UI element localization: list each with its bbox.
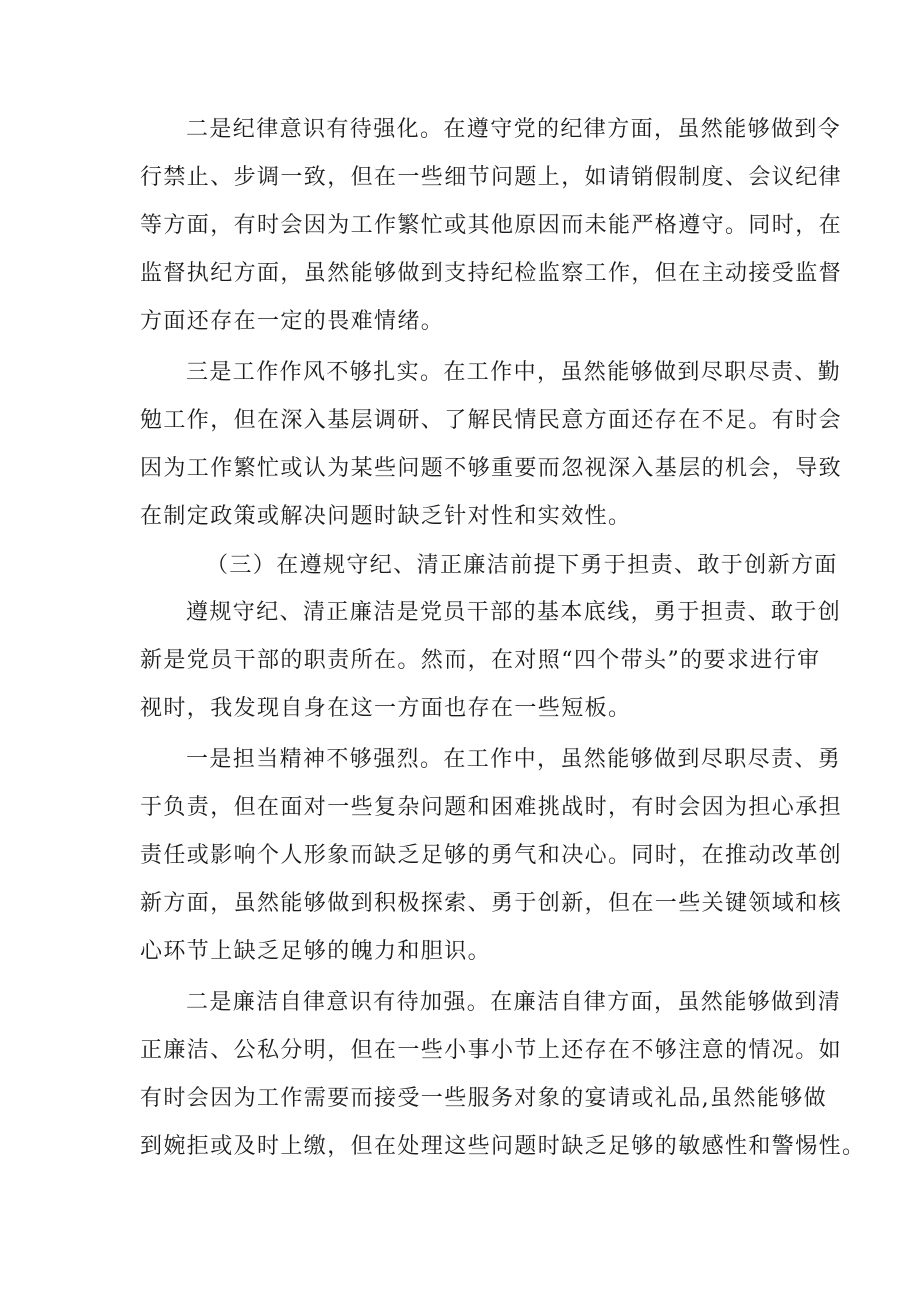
paragraph-1-line-5: 方面还存在一定的畏难情绪。 bbox=[140, 309, 445, 334]
paragraph-5-line-1: 二是廉洁自律意识有待加强。在廉洁自律方面，虽然能够做到清 bbox=[186, 990, 842, 1015]
paragraph-1-line-1: 二是纪律意识有待强化。在遵守党的纪律方面，虽然能够做到令 bbox=[186, 117, 842, 142]
paragraph-3-line-2: 新是党员干部的职责所在。然而，在对照“四个带头”的要求进行审 bbox=[140, 648, 821, 673]
paragraph-1-line-4: 监督执纪方面，虽然能够做到支持纪检监察工作，但在主动接受监督 bbox=[140, 261, 843, 286]
paragraph-2-line-1: 三是工作作风不够扎实。在工作中，虽然能够做到尽职尽责、勤 bbox=[186, 360, 842, 385]
paragraph-2-line-3: 因为工作繁忙或认为某些问题不够重要而忽视深入基层的机会，导致 bbox=[140, 456, 843, 481]
paragraph-1-line-2: 行禁止、步调一致，但在一些细节问题上，如请销假制度、会议纪律 bbox=[140, 165, 843, 190]
paragraph-5-line-4: 到婉拒或及时上缴，但在处理这些问题时缺乏足够的敏感性和警惕性。 bbox=[140, 1134, 866, 1159]
paragraph-4-line-2: 于负责，但在面对一些复杂问题和困难挑战时，有时会因为担心承担 bbox=[140, 795, 843, 820]
paragraph-1-line-3: 等方面，有时会因为工作繁忙或其他原因而未能严格遵守。同时，在 bbox=[140, 213, 843, 238]
paragraph-4-line-5: 心环节上缺乏足够的魄力和胆识。 bbox=[140, 939, 492, 964]
paragraph-2-line-4: 在制定政策或解决问题时缺乏针对性和实效性。 bbox=[140, 504, 632, 529]
paragraph-3-line-1: 遵规守纪、清正廉洁是党员干部的基本底线，勇于担责、敢于创 bbox=[186, 600, 842, 625]
paragraph-5-line-2: 正廉洁、公私分明，但在一些小事小节上还存在不够注意的情况。如 bbox=[140, 1038, 843, 1063]
paragraph-4-line-1: 一是担当精神不够强烈。在工作中，虽然能够做到尽职尽责、勇 bbox=[186, 747, 842, 772]
paragraph-4-line-3: 责任或影响个人形象而缺乏足够的勇气和决心。同时，在推动改革创 bbox=[140, 843, 843, 868]
paragraph-3-line-3: 视时，我发现自身在这一方面也存在一些短板。 bbox=[140, 696, 632, 721]
paragraph-2-line-2: 勉工作，但在深入基层调研、了解民情民意方面还存在不足。有时会 bbox=[140, 408, 843, 433]
paragraph-4-line-4: 新方面，虽然能够做到积极探索、勇于创新，但在一些关键领域和核 bbox=[140, 891, 843, 916]
section-heading: （三）在遵规守纪、清正廉洁前提下勇于担责、敢于创新方面 bbox=[206, 553, 838, 578]
paragraph-5-line-3: 有时会因为工作需要而接受一些服务对象的宴请或礼品,虽然能够做 bbox=[140, 1086, 827, 1111]
